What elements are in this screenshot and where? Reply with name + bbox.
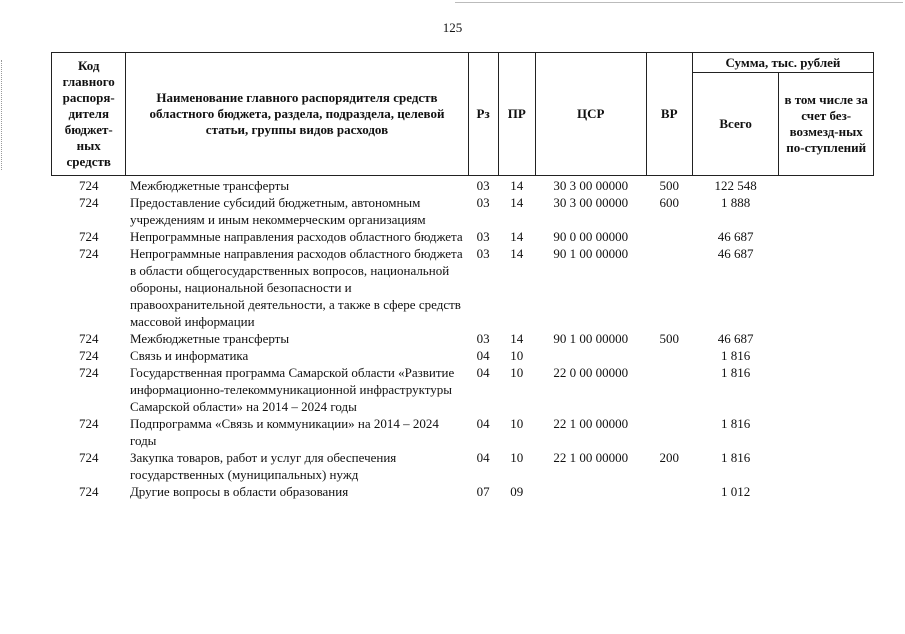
cell-csr: 90 1 00 00000 [553,246,629,261]
cell-pr: 14 [510,246,524,261]
cell-name: Подпрограмма «Связь и коммуникации» на 2014 – 2024 годы [129,416,439,448]
cell-code: 724 [78,331,99,346]
cell-free [779,330,874,347]
cell-name: Непрограммные направления расходов областного бюджета [129,229,463,244]
header-vr: ВР [646,53,692,176]
cell-free [779,415,874,449]
cell-pr: 10 [510,416,524,431]
header-name: Наименование главного распорядителя средств областного бюджета, раздела, подраздела, целевой статьи, группы видов расходов [126,53,468,176]
cell-csr: 30 3 00 00000 [553,195,629,210]
cell-code: 724 [78,450,99,465]
cell-rz: 03 [476,178,490,193]
cell-csr: 90 1 00 00000 [553,331,629,346]
cell-free [779,449,874,483]
cell-code: 724 [78,229,99,244]
cell-total: 1 816 [720,348,751,363]
table-row [52,245,874,330]
table-row [52,347,874,364]
cell-pr: 10 [510,450,524,465]
cell-pr: 14 [510,178,524,193]
cell-total: 1 012 [720,484,751,499]
cell-name: Государственная программа Самарской области «Развитие информационно-телекоммуникационной инфраструктуры Самарской области» на 2014 – 2024 годы [129,365,455,414]
cell-free [779,483,874,500]
cell-csr: 22 0 00 00000 [553,365,629,380]
cell-pr: 10 [510,348,524,363]
cell-name: Межбюджетные трансферты [129,178,290,193]
scan-top-rule [455,2,903,3]
cell-pr: 09 [510,484,524,499]
table-header [52,53,874,176]
cell-csr [535,483,646,500]
cell-name: Непрограммные направления расходов областного бюджета в области общегосударственных вопросов, национальной обороны, национальной безопасности и правоохранительной деятельности, а также в сфере средств массовой информации [129,246,463,329]
cell-total: 1 888 [720,195,751,210]
cell-name: Связь и информатика [129,348,249,363]
table-row [52,483,874,500]
cell-total: 1 816 [720,416,751,431]
cell-pr: 14 [510,331,524,346]
cell-free [779,245,874,330]
cell-vr [646,415,692,449]
cell-rz: 04 [476,416,490,431]
cell-free [779,228,874,245]
cell-rz: 07 [476,484,490,499]
cell-code: 724 [78,195,99,210]
cell-total: 46 687 [717,246,754,261]
cell-code: 724 [78,365,99,380]
cell-total: 46 687 [717,229,754,244]
cell-vr [646,483,692,500]
cell-free [779,194,874,228]
cell-name: Закупка товаров, работ и услуг для обеспечения государственных (муниципальных) нужд [129,450,397,482]
cell-vr [646,364,692,415]
header-rz: Рз [468,53,498,176]
cell-pr: 14 [510,229,524,244]
cell-csr: 30 3 00 00000 [553,178,629,193]
cell-vr [646,245,692,330]
header-sum-group: Сумма, тыс. рублей [692,53,873,73]
budget-table [51,52,874,500]
cell-rz: 03 [476,195,490,210]
cell-vr: 500 [659,331,679,346]
cell-vr: 600 [659,195,679,210]
header-free: в том числе за счет без-возмезд-ных по-ступлений [779,73,874,176]
cell-free [779,176,874,195]
cell-vr [646,228,692,245]
page-number: 125 [442,20,463,35]
table-row [52,194,874,228]
cell-rz: 03 [476,331,490,346]
cell-total: 1 816 [720,365,751,380]
table-row [52,449,874,483]
cell-csr [535,347,646,364]
cell-total: 1 816 [720,450,751,465]
cell-csr: 22 1 00 00000 [553,416,629,431]
cell-csr: 22 1 00 00000 [553,450,629,465]
cell-code: 724 [78,484,99,499]
header-pr: ПР [498,53,535,176]
cell-vr: 500 [659,178,679,193]
table-row [52,330,874,347]
cell-rz: 03 [476,246,490,261]
cell-code: 724 [78,246,99,261]
cell-code: 724 [78,178,99,193]
cell-csr: 90 0 00 00000 [553,229,629,244]
cell-total: 46 687 [717,331,754,346]
header-csr: ЦСР [535,53,646,176]
cell-vr: 200 [659,450,679,465]
header-total: Всего [692,73,779,176]
scan-edge-marks [1,60,5,170]
cell-total: 122 548 [714,178,757,193]
cell-free [779,364,874,415]
cell-free [779,347,874,364]
cell-code: 724 [78,348,99,363]
cell-pr: 10 [510,365,524,380]
cell-name: Предоставление субсидий бюджетным, автономным учреждениям и иным некоммерческим организациям [129,195,426,227]
cell-rz: 04 [476,348,490,363]
cell-name: Межбюджетные трансферты [129,331,290,346]
cell-pr: 14 [510,195,524,210]
cell-rz: 03 [476,229,490,244]
table-row [52,176,874,195]
table-row [52,415,874,449]
cell-rz: 04 [476,450,490,465]
cell-rz: 04 [476,365,490,380]
table-row [52,228,874,245]
cell-code: 724 [78,416,99,431]
cell-name: Другие вопросы в области образования [129,484,349,499]
header-code: Код главного распоря-дителя бюджет-ных средств [52,53,126,176]
table-row [52,364,874,415]
table-body [52,176,874,501]
cell-vr [646,347,692,364]
